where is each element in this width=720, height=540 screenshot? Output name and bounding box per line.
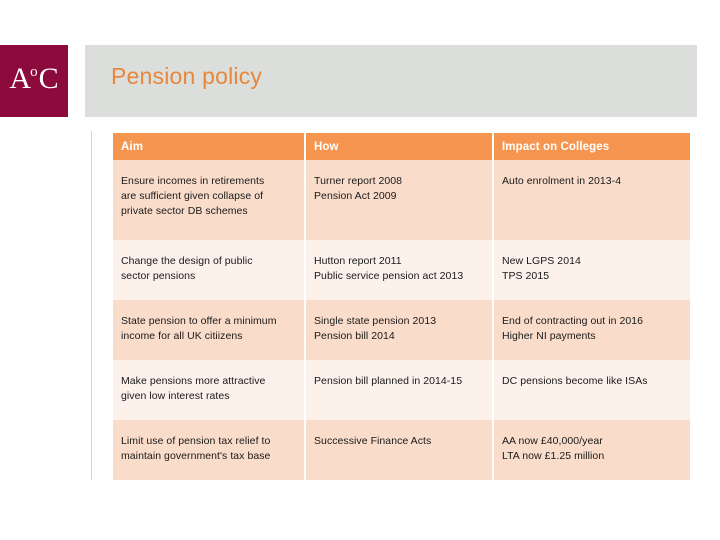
cell-aim bbox=[113, 300, 305, 360]
table-row bbox=[113, 300, 690, 360]
cell-line: maintain government's tax base bbox=[121, 449, 271, 462]
table-row bbox=[113, 420, 690, 480]
cell-line: Change the design of public bbox=[121, 255, 253, 267]
cell-line: Public service pension act 2013 bbox=[314, 269, 464, 282]
cell-line: TPS 2015 bbox=[502, 269, 550, 282]
cell-line: New LGPS 2014 bbox=[502, 255, 581, 267]
cell-impact bbox=[493, 360, 690, 420]
cell-line: Ensure incomes in retirements bbox=[121, 175, 265, 187]
cell-line: LTA now £1.25 million bbox=[502, 449, 605, 462]
table-row bbox=[113, 360, 690, 420]
cell-line: Pension bill planned in 2014-15 bbox=[314, 375, 463, 387]
cell-line: Single state pension 2013 bbox=[314, 315, 437, 327]
cell-line: private sector DB schemes bbox=[121, 204, 248, 217]
cell-line: Auto enrolment in 2013-4 bbox=[502, 175, 622, 187]
aoc-logo bbox=[0, 45, 68, 117]
cell-line: income for all UK citiizens bbox=[121, 329, 243, 342]
cell-line: Successive Finance Acts bbox=[314, 435, 432, 447]
logo-letter-a: A bbox=[9, 62, 32, 95]
table-head bbox=[113, 133, 690, 160]
cell-aim bbox=[113, 360, 305, 420]
cell-line: Higher NI payments bbox=[502, 329, 596, 342]
cell-line: Make pensions more attractive bbox=[121, 375, 266, 387]
cell-impact bbox=[493, 160, 690, 240]
logo-letter-c: C bbox=[38, 62, 59, 95]
cell-impact bbox=[493, 240, 690, 300]
cell-line: State pension to offer a minimum bbox=[121, 315, 277, 327]
cell-line: given low interest rates bbox=[121, 389, 230, 402]
column-header-how: How bbox=[305, 133, 493, 160]
cell-line: AA now £40,000/year bbox=[502, 435, 603, 447]
table-body bbox=[113, 160, 690, 480]
column-header-impact: Impact on Colleges bbox=[493, 133, 690, 160]
page-title: Pension policy bbox=[111, 63, 263, 89]
cell-how bbox=[305, 360, 493, 420]
cell-how bbox=[305, 420, 493, 480]
cell-line: Hutton report 2011 bbox=[314, 255, 402, 267]
left-accent-rule bbox=[91, 131, 92, 480]
logo-letter-o: o bbox=[30, 64, 38, 80]
aoc-logo-text bbox=[9, 64, 58, 94]
cell-how bbox=[305, 300, 493, 360]
cell-impact bbox=[493, 300, 690, 360]
cell-line: Pension Act 2009 bbox=[314, 189, 397, 202]
cell-line: Pension bill 2014 bbox=[314, 329, 395, 342]
cell-aim bbox=[113, 160, 305, 240]
table-row bbox=[113, 240, 690, 300]
cell-line: End of contracting out in 2016 bbox=[502, 315, 644, 327]
cell-aim bbox=[113, 420, 305, 480]
cell-impact bbox=[493, 420, 690, 480]
cell-line: DC pensions become like ISAs bbox=[502, 375, 648, 387]
pension-policy-table bbox=[113, 133, 690, 480]
cell-line: are sufficient given collapse of bbox=[121, 189, 264, 202]
cell-line: Turner report 2008 bbox=[314, 175, 403, 187]
cell-line: sector pensions bbox=[121, 269, 196, 282]
cell-how bbox=[305, 240, 493, 300]
table-row bbox=[113, 160, 690, 240]
cell-aim bbox=[113, 240, 305, 300]
cell-how bbox=[305, 160, 493, 240]
cell-line: Limit use of pension tax relief to bbox=[121, 435, 271, 447]
column-header-aim: Aim bbox=[113, 133, 305, 160]
table-header-row bbox=[113, 133, 690, 160]
